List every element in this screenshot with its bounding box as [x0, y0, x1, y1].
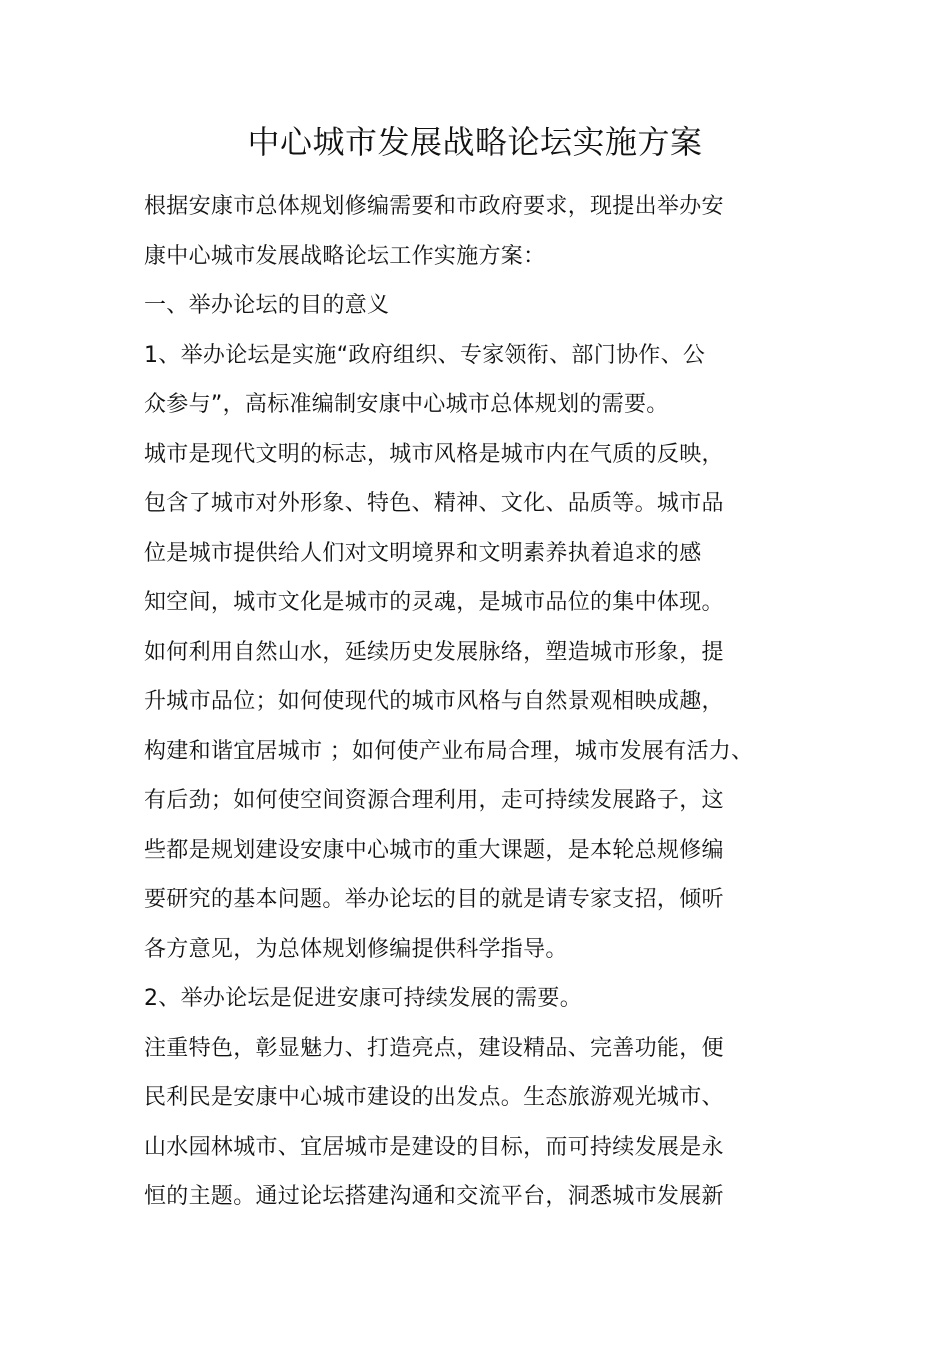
subsection-heading: 2、举办论坛是促进安康可持续发展的需要。	[144, 986, 582, 1011]
text-line: 各方意见，为总体规划修编提供科学指导。	[144, 936, 568, 962]
text-line: 知空间，城市文化是城市的灵魂，是城市品位的集中体现。	[144, 590, 724, 615]
text-line: 些都是规划建设安康中心城市的重大课题，是本轮总规修编	[144, 837, 724, 863]
text-line: 民利民是安康中心城市建设的出发点。生态旅游观光城市、	[144, 1085, 724, 1110]
text-line: 构建和谐宜居城市 ；如何使产业布局合理，城市发展有活力、	[144, 738, 754, 764]
text-line: 众参与”，高标准编制安康中心城市总体规划的需要。	[144, 392, 669, 417]
text-line: 包含了城市对外形象、特色、精神、文化、品质等。城市品	[144, 491, 724, 516]
text-line: 位是城市提供给人们对文明境界和文明素养执着追求的感	[144, 540, 702, 566]
text-line: 根据安康市总体规划修编需要和市政府要求，现提出举办安	[144, 194, 724, 219]
text-line: 康中心城市发展战略论坛工作实施方案：	[144, 243, 546, 269]
text-line: 山水园林城市、宜居城市是建设的目标，而可持续发展是永	[144, 1134, 724, 1160]
text-line: 如何利用自然山水，延续历史发展脉络，塑造城市形象，提	[144, 639, 724, 665]
text-line: 要研究的基本问题。举办论坛的目的就是请专家支招，倾听	[144, 887, 724, 912]
text-line: 注重特色，彰显魅力、打造亮点，建设精品、完善功能，便	[144, 1035, 724, 1061]
section-heading: 一、举办论坛的目的意义	[144, 293, 390, 318]
document-title: 中心城市发展战略论坛实施方案	[247, 123, 703, 161]
text-line: 恒的主题。通过论坛搭建沟通和交流平台，洞悉城市发展新	[144, 1184, 724, 1209]
text-line: 升城市品位；如何使现代的城市风格与自然景观相映成趣，	[144, 689, 724, 714]
text-line: 城市是现代文明的标志，城市风格是城市内在气质的反映，	[144, 441, 724, 467]
text-line: 有后劲；如何使空间资源合理利用，走可持续发展路子，这	[144, 788, 724, 813]
document-body	[144, 182, 934, 1222]
subsection-heading: 1、举办论坛是实施“政府组织、专家领衔、部门协作、公	[144, 342, 706, 368]
